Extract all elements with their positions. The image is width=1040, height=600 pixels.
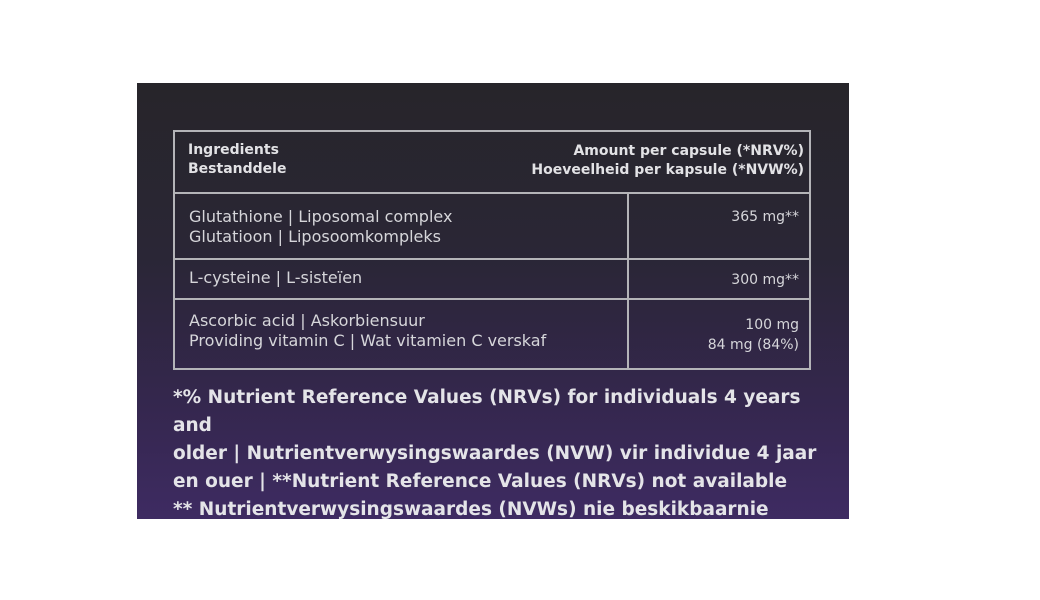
ingredient-amount-cell bbox=[708, 315, 799, 355]
ingredient-amount: 100 mg bbox=[745, 317, 799, 333]
table-row bbox=[175, 194, 809, 260]
amount-header bbox=[531, 142, 804, 180]
ingredient-name-cell bbox=[189, 311, 546, 351]
ingredients-header-en: Ingredients bbox=[188, 142, 279, 158]
amount-header-af: Hoeveelheid per kapsule (*NVW%) bbox=[531, 162, 804, 178]
footnote-line: en ouer | **Nutrient Reference Values (NRVs) not available bbox=[173, 471, 788, 492]
amount-header-en: Amount per capsule (*NRV%) bbox=[573, 143, 804, 159]
ingredient-amount-nrv: 84 mg (84%) bbox=[707, 337, 799, 353]
table-row bbox=[175, 260, 809, 300]
ingredients-header-af: Bestanddele bbox=[188, 161, 287, 177]
footnote-line: *% Nutrient Reference Values (NRVs) for individuals 4 years and bbox=[173, 387, 801, 436]
footnote-line: older | Nutrientverwysingswaardes (NVW) vir individue 4 jaar bbox=[173, 443, 817, 464]
ingredient-name-af: Glutatioon | Liposoomkompleks bbox=[189, 227, 441, 246]
ingredient-name-cell bbox=[189, 268, 362, 288]
nutrition-panel bbox=[137, 83, 849, 519]
ingredient-name: Ascorbic acid | Askorbiensuur bbox=[189, 311, 425, 330]
nutrition-table bbox=[173, 130, 811, 370]
table-row bbox=[175, 300, 809, 368]
ingredient-name: L-cysteine | L-sisteïen bbox=[189, 268, 363, 287]
ingredient-description: Providing vitamin C | Wat vitamien C verskaf bbox=[189, 331, 547, 350]
ingredient-name-cell bbox=[189, 207, 452, 247]
ingredient-amount: 300 mg** bbox=[731, 272, 799, 288]
ingredient-name: Glutathione | Liposomal complex bbox=[189, 207, 453, 226]
footnote-line: ** Nutrientverwysingswaardes (NVWs) nie beskikbaarnie bbox=[173, 499, 769, 520]
ingredient-amount-cell bbox=[731, 270, 799, 290]
ingredient-amount: 365 mg** bbox=[731, 209, 799, 225]
table-header-row bbox=[175, 132, 809, 194]
footnote bbox=[173, 384, 833, 524]
column-divider bbox=[627, 194, 629, 368]
ingredients-header bbox=[188, 141, 286, 179]
ingredient-amount-cell bbox=[731, 207, 799, 227]
